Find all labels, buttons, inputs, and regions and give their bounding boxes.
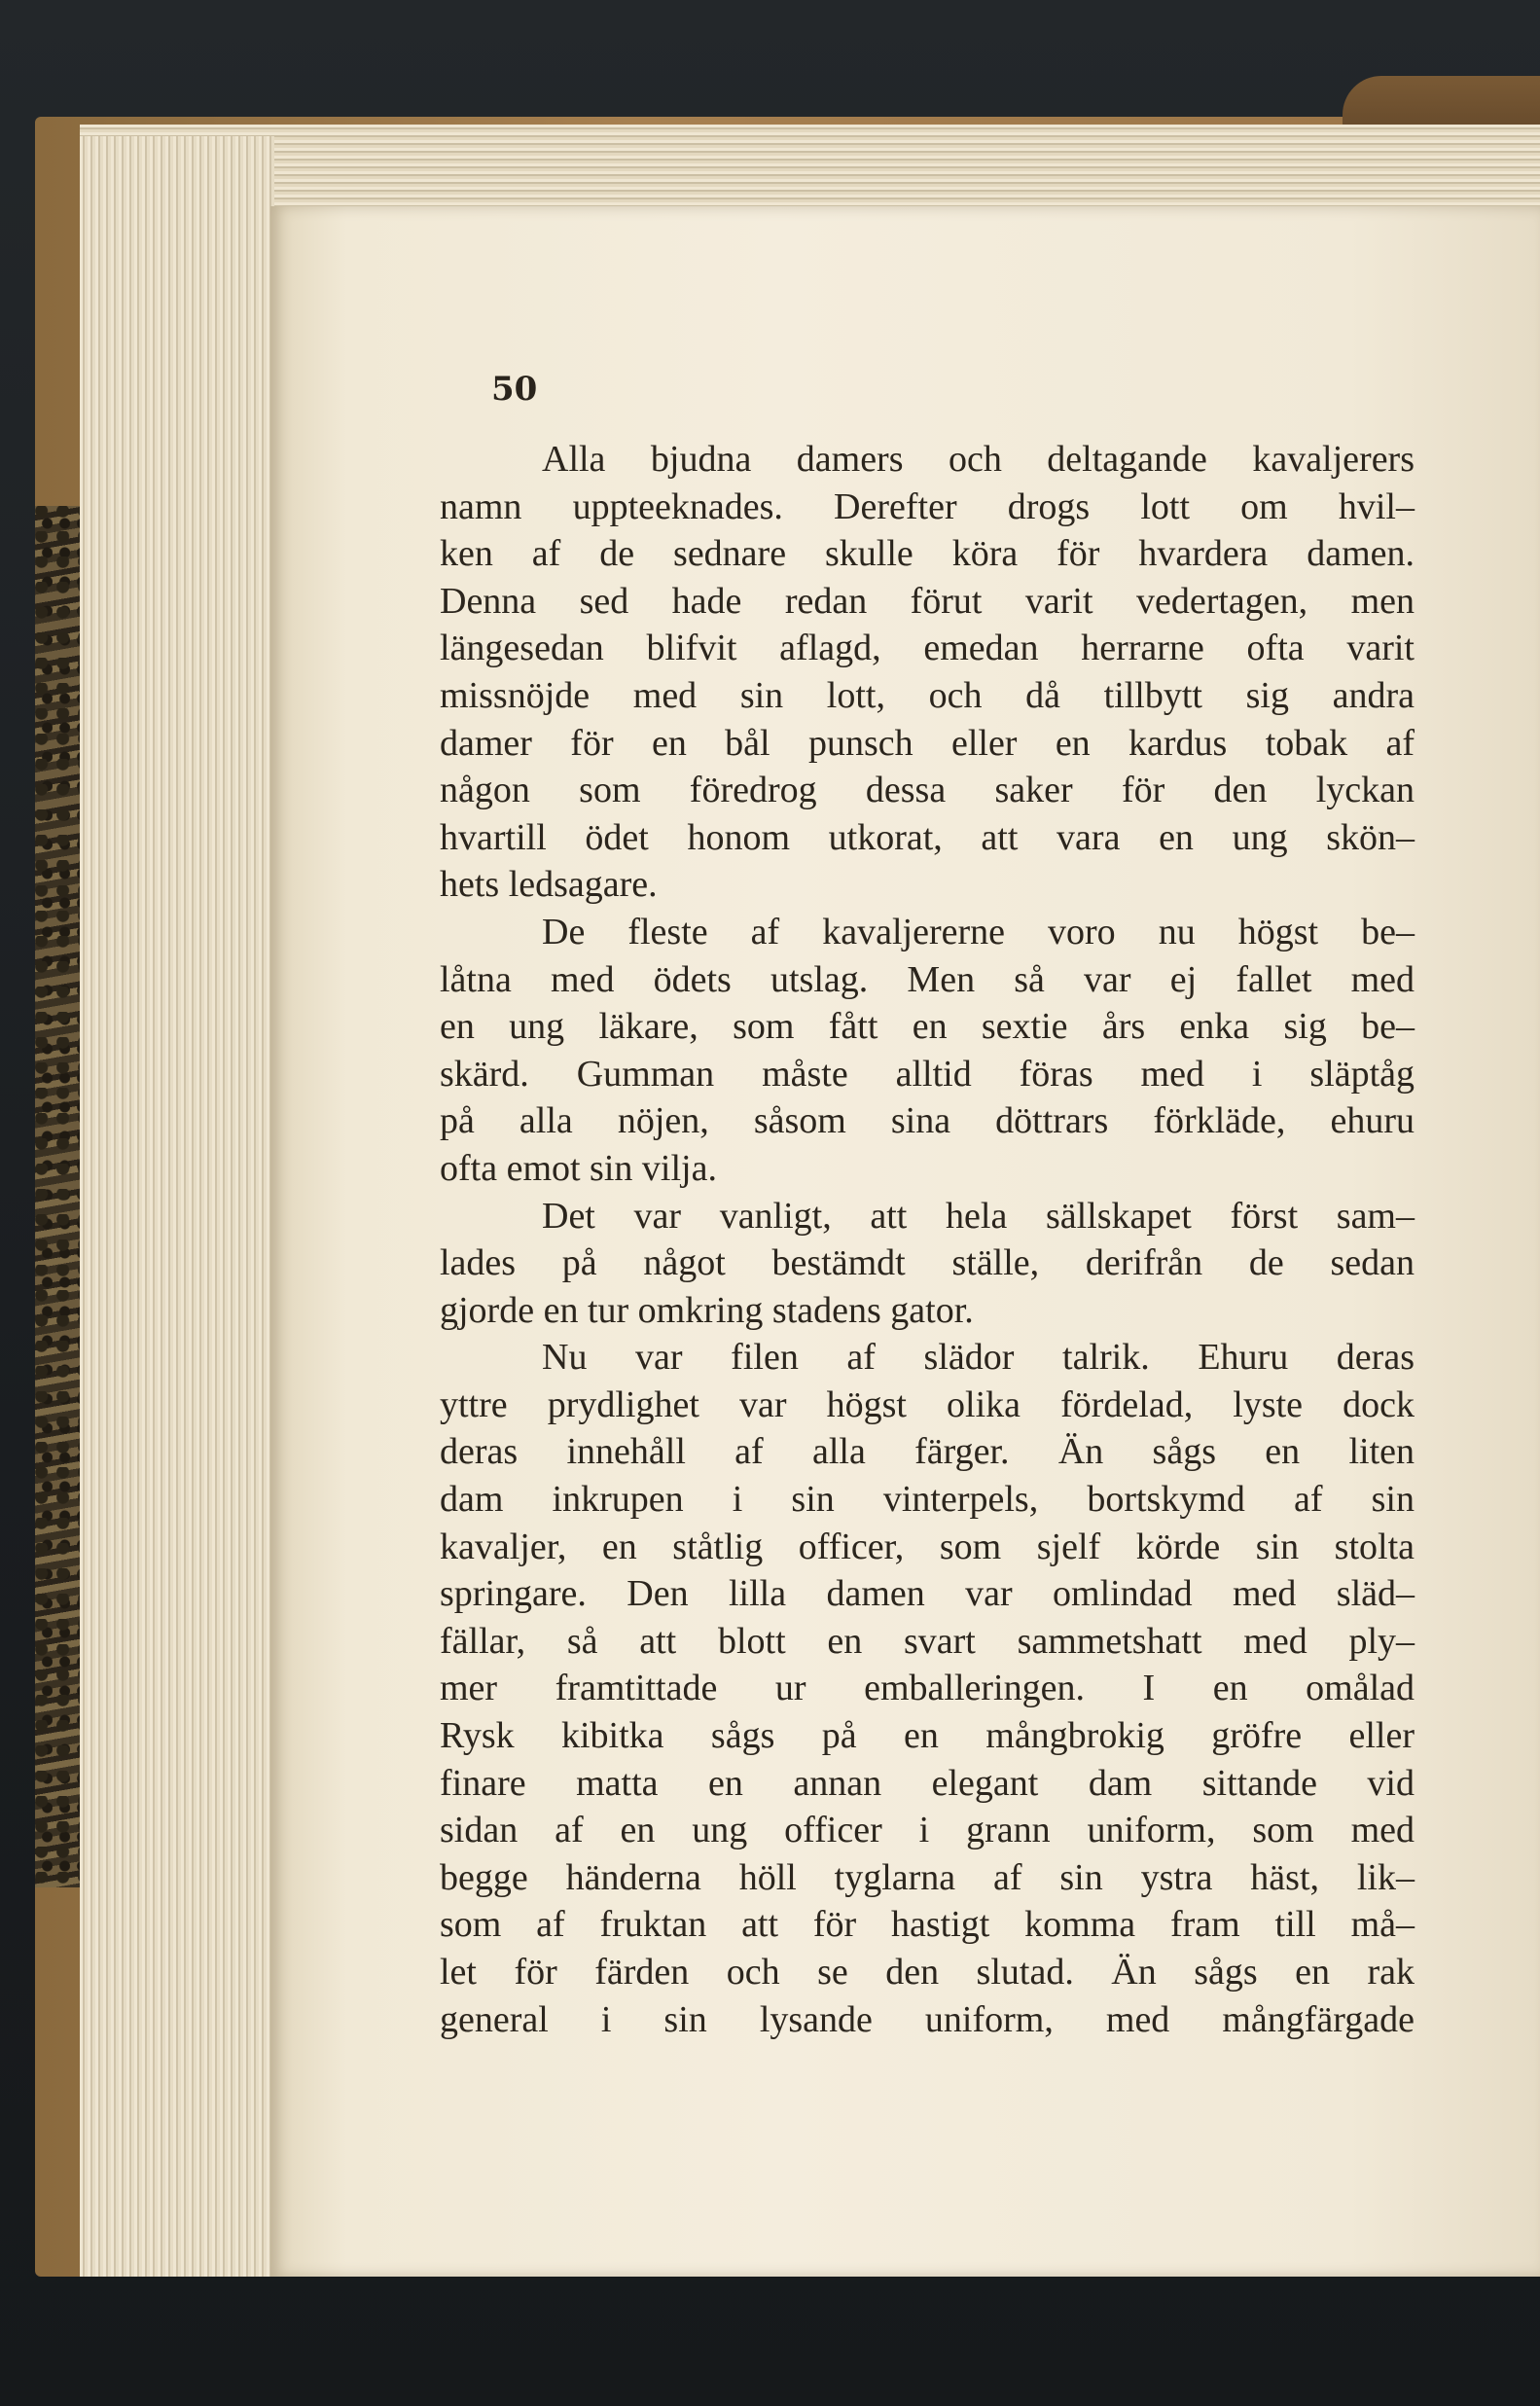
- text-line: yttre prydlighet var högst olika fördelad, lyste dock: [440, 1383, 1415, 1425]
- page-text: [440, 436, 1415, 2043]
- page-stack-left: [80, 136, 274, 2277]
- text-line: Denna sed hade redan förut varit vedertagen, men: [440, 580, 1415, 622]
- text-line: damer för en bål punsch eller en kardus tobak af: [440, 722, 1415, 764]
- text-line: låtna med ödets utslag. Men så var ej fallet med: [440, 958, 1415, 1000]
- text-line: finare matta en annan elegant dam sittande vid: [440, 1762, 1415, 1804]
- text-line: skärd. Gumman måste alltid föras med i släptåg: [440, 1053, 1415, 1095]
- text-line: let för färden och se den slutad. Än sågs en rak: [440, 1952, 1415, 1993]
- text-line: hvartill ödet honom utkorat, att vara en ung skön–: [440, 816, 1415, 858]
- text-line: lades på något bestämdt ställe, derifrån de sedan: [440, 1242, 1415, 1284]
- text-line: Rysk kibitka sågs på en mångbrokig gröfre eller: [440, 1715, 1415, 1757]
- text-line: mer framtittade ur emballeringen. I en omålad: [440, 1668, 1415, 1709]
- text-line: fällar, så att blott en svart sammetshatt med ply–: [440, 1620, 1415, 1662]
- text-line: sidan af en ung officer i grann uniform, som med: [440, 1810, 1415, 1851]
- text-line: Nu var filen af slädor talrik. Ehuru deras: [542, 1337, 1415, 1379]
- marbled-edge: [35, 506, 80, 1887]
- text-line: längesedan blifvit aflagd, emedan herrarne ofta varit: [440, 628, 1415, 669]
- text-line: ofta emot sin vilja.: [440, 1147, 717, 1189]
- text-line: De fleste af kavaljererne voro nu högst be–: [542, 911, 1415, 952]
- text-line: deras innehåll af alla färger. Än sågs en liten: [440, 1431, 1415, 1473]
- text-line: på alla nöjen, såsom sina döttrars förkläde, ehuru: [440, 1100, 1415, 1142]
- text-line: namn uppteeknades. Derefter drogs lott om hvil–: [440, 485, 1415, 527]
- text-line: någon som föredrog dessa saker för den lyckan: [440, 770, 1415, 811]
- text-line: general i sin lysande uniform, med mångfärgade: [440, 1998, 1415, 2040]
- page-number: 50: [491, 370, 538, 409]
- text-line: missnöjde med sin lott, och då tillbytt sig andra: [440, 674, 1415, 716]
- text-line: Alla bjudna damers och deltagande kavaljerers: [542, 439, 1415, 480]
- text-line: dam inkrupen i sin vinterpels, bortskymd af sin: [440, 1479, 1415, 1521]
- text-line: springare. Den lilla damen var omlindad med släd–: [440, 1573, 1415, 1615]
- text-line: ken af de sednare skulle köra för hvardera damen.: [440, 533, 1415, 575]
- text-line: begge händerna höll tyglarna af sin ystra häst, lik–: [440, 1856, 1415, 1898]
- text-line: en ung läkare, som fått en sextie års enka sig be–: [440, 1006, 1415, 1048]
- text-line: hets ledsagare.: [440, 864, 658, 906]
- text-line: som af fruktan att för hastigt komma fram till må–: [440, 1904, 1415, 1946]
- page-stack-top: [80, 125, 1540, 214]
- text-line: gjorde en tur omkring stadens gator.: [440, 1289, 974, 1331]
- text-line: Det var vanligt, att hela sällskapet först sam–: [542, 1195, 1415, 1237]
- text-line: kavaljer, en ståtlig officer, som sjelf körde sin stolta: [440, 1526, 1415, 1567]
